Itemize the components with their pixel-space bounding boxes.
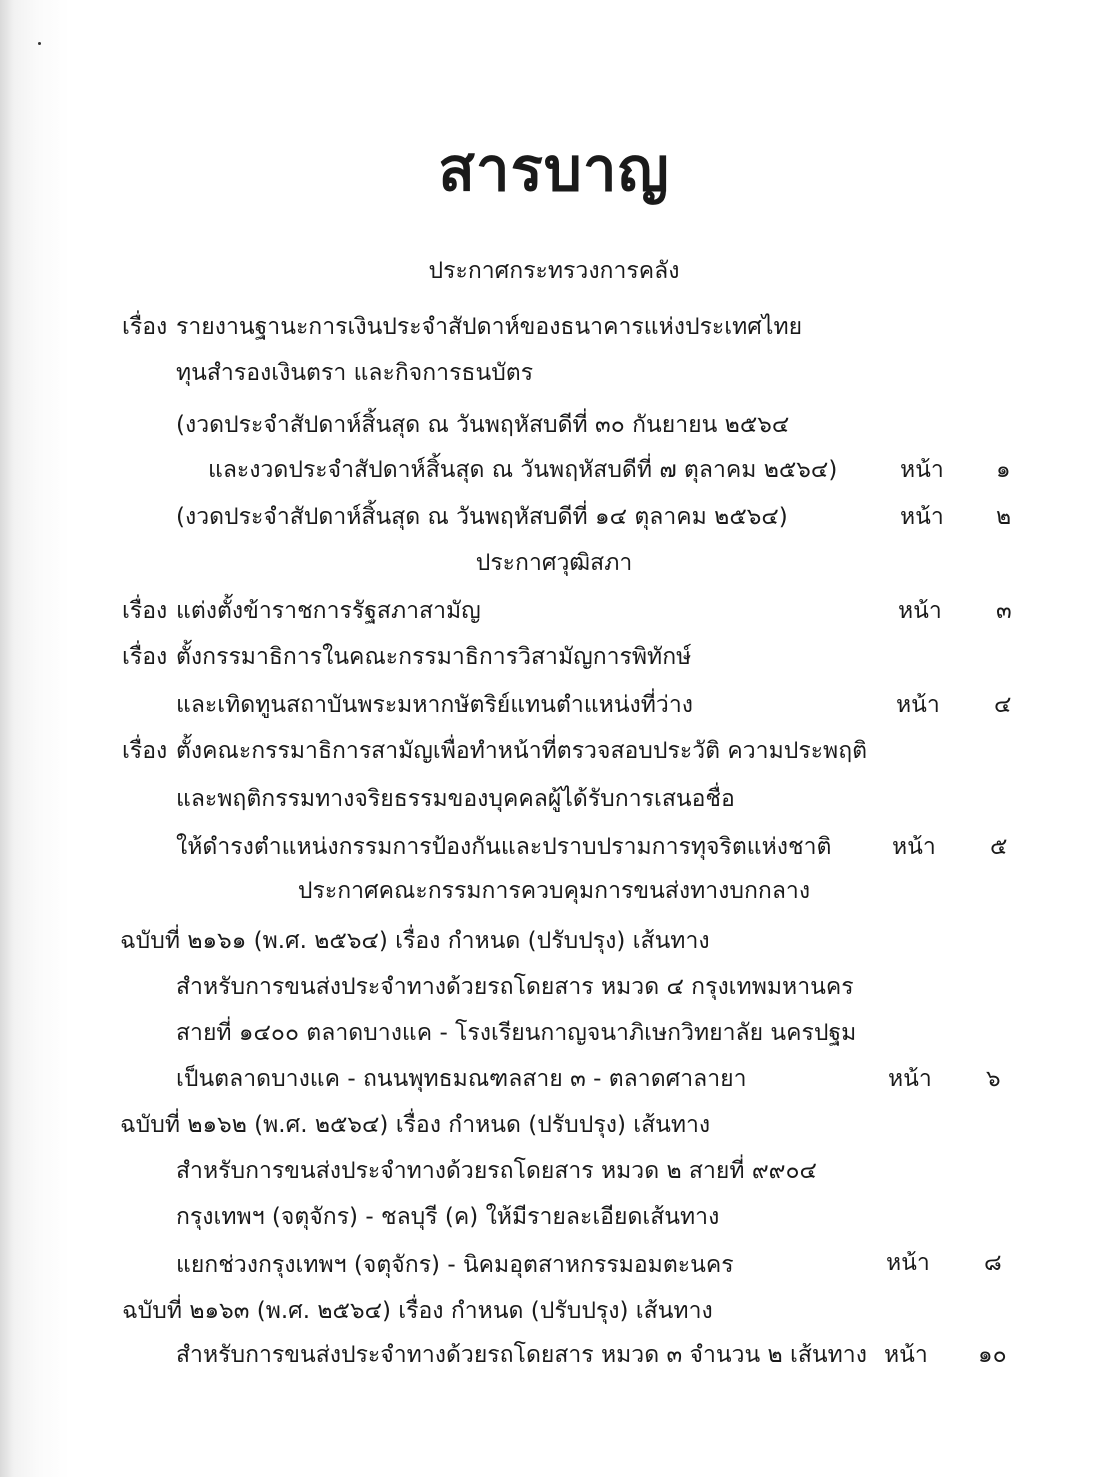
entry-line: กรุงเทพฯ (จตุจักร) - ชลบุรี (ค) ให้มีรายละเอียดเส้นทาง [176,1204,720,1230]
page-title: สารบาญ [438,135,670,205]
entry-line: รายงานฐานะการเงินประจำสัปดาห์ของธนาคารแห่งประเทศไทย [176,314,803,340]
page-word: หน้า [892,834,936,860]
entry-line: สำหรับการขนส่งประจำทางด้วยรถโดยสาร หมวด ๒ สายที่ ๙๙๐๔ [176,1158,817,1184]
page-word: หน้า [900,504,944,530]
entry-label: ฉบับที่ ๒๑๖๒ (พ.ศ. ๒๕๖๔) เรื่อง กำหนด (ปรับปรุง) เส้นทาง [120,1112,711,1138]
entry-line: สำหรับการขนส่งประจำทางด้วยรถโดยสาร หมวด ๔ กรุงเทพมหานคร [176,974,854,1000]
page-word: หน้า [886,1250,930,1276]
page-word: หน้า [896,692,940,718]
page-number: ๒ [996,504,1012,530]
speck [38,42,41,45]
section-heading-senate: ประกาศวุฒิสภา [475,550,633,576]
section-heading-finance: ประกาศกระทรวงการคลัง [428,258,680,284]
entry-line: เป็นตลาดบางแค - ถนนพุทธมณฑลสาย ๓ - ตลาดศาลายา [176,1066,747,1092]
entry-line: ให้ดำรงตำแหน่งกรรมการป้องกันและปราบปรามการทุจริตแห่งชาติ [176,834,832,860]
page-number: ๑ [996,457,1011,483]
entry-line: สายที่ ๑๔๐๐ ตลาดบางแค - โรงเรียนกาญจนาภิเษกวิทยาลัย นครปฐม [176,1020,857,1046]
entry-label: เรื่อง [122,738,168,764]
page-number: ๔ [994,692,1012,718]
page-number: ๓ [996,598,1012,624]
section-heading-transport: ประกาศคณะกรรมการควบคุมการขนส่งทางบกกลาง [297,878,811,904]
entry-line: แต่งตั้งข้าราชการรัฐสภาสามัญ [176,598,481,624]
page-number: ๑๐ [978,1342,1007,1368]
entry-line: สำหรับการขนส่งประจำทางด้วยรถโดยสาร หมวด ๓ จำนวน ๒ เส้นทาง [176,1342,867,1368]
page-word: หน้า [888,1066,932,1092]
page-number: ๖ [986,1066,1001,1092]
entry-line: และงวดประจำสัปดาห์สิ้นสุด ณ วันพฤหัสบดีที่ ๗ ตุลาคม ๒๕๖๔) [208,457,838,483]
entry-line: ทุนสำรองเงินตรา และกิจการธนบัตร [176,360,534,386]
page-word: หน้า [898,598,942,624]
entry-label: เรื่อง [122,644,168,670]
entry-label: เรื่อง [122,314,168,340]
entry-line: และพฤติกรรมทางจริยธรรมของบุคคลผู้ได้รับการเสนอชื่อ [176,786,735,812]
entry-line: แยกช่วงกรุงเทพฯ (จตุจักร) - นิคมอุตสาหกรรมอมตะนคร [176,1252,734,1278]
entry-label: เรื่อง [122,598,168,624]
entry-line: และเทิดทูนสถาบันพระมหากษัตริย์แทนตำแหน่งที่ว่าง [176,692,693,718]
entry-line: (งวดประจำสัปดาห์สิ้นสุด ณ วันพฤหัสบดีที่ ๑๔ ตุลาคม ๒๕๖๔) [176,504,788,530]
page-number: ๕ [990,834,1008,860]
page-word: หน้า [900,457,944,483]
entry-line: (งวดประจำสัปดาห์สิ้นสุด ณ วันพฤหัสบดีที่ ๓๐ กันยายน ๒๕๖๔ [176,412,790,438]
entry-label: ฉบับที่ ๒๑๖๓ (พ.ศ. ๒๕๖๔) เรื่อง กำหนด (ปรับปรุง) เส้นทาง [122,1298,713,1324]
entry-line: ตั้งคณะกรรมาธิการสามัญเพื่อทำหน้าที่ตรวจสอบประวัติ ความประพฤติ [176,738,868,764]
page-number: ๘ [984,1250,1002,1276]
entry-label: ฉบับที่ ๒๑๖๑ (พ.ศ. ๒๕๖๔) เรื่อง กำหนด (ปรับปรุง) เส้นทาง [120,928,710,954]
entry-line: ตั้งกรรมาธิการในคณะกรรมาธิการวิสามัญการพิทักษ์ [176,644,692,670]
page-word: หน้า [884,1342,928,1368]
